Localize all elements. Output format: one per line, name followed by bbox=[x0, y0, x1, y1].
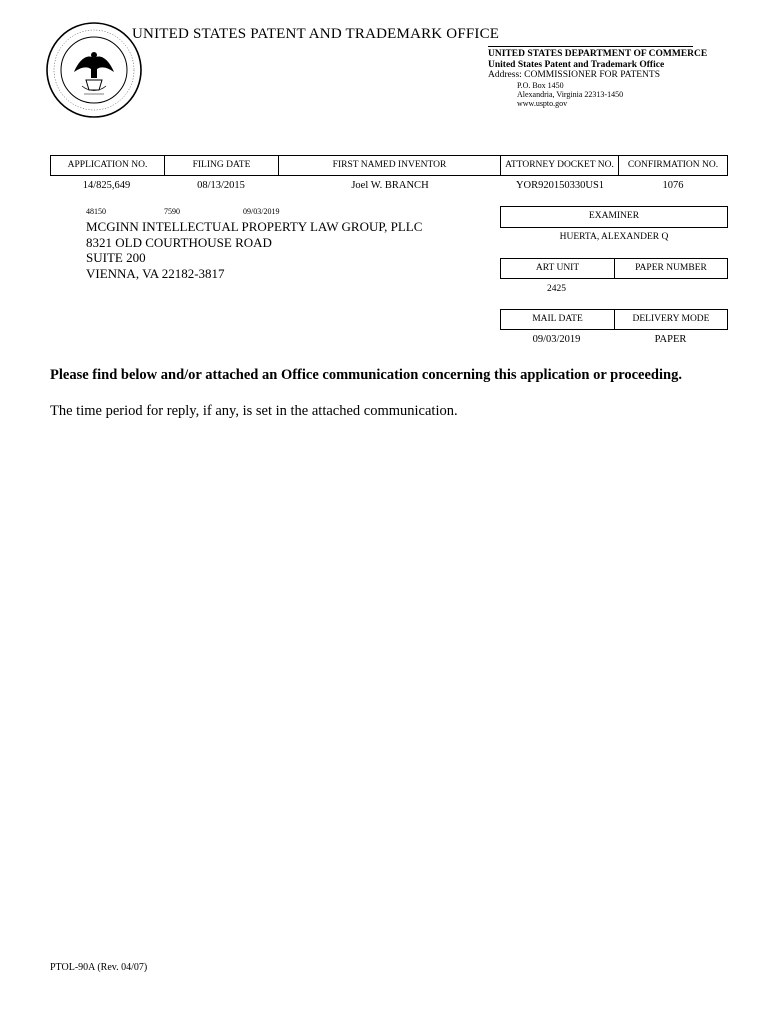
header-paper-number: PAPER NUMBER bbox=[614, 259, 727, 278]
addressee-street: 8321 OLD COURTHOUSE ROAD bbox=[86, 234, 272, 250]
office-address-block bbox=[488, 49, 707, 108]
addressee-name: MCGINN INTELLECTUAL PROPERTY LAW GROUP, PLLC bbox=[86, 219, 423, 234]
header-delivery-mode: DELIVERY MODE bbox=[614, 310, 727, 329]
correspondence-address bbox=[86, 219, 422, 281]
mail-date-header-row bbox=[500, 309, 728, 330]
value-mail-date: 09/03/2019 bbox=[532, 334, 581, 345]
value-attorney-docket-no: YOR920150330US1 bbox=[515, 180, 605, 191]
header-attorney-docket-no: ATTORNEY DOCKET NO. bbox=[500, 156, 618, 175]
art-unit-header-row bbox=[500, 258, 728, 279]
header-confirmation-no: CONFIRMATION NO. bbox=[618, 156, 727, 175]
office-title: UNITED STATES PATENT AND TRADEMARK OFFICE bbox=[132, 26, 500, 42]
correspondence-code: 7590 bbox=[164, 207, 180, 216]
application-header-row bbox=[50, 155, 728, 176]
address-city: Alexandria, Virginia 22313-1450 bbox=[517, 89, 624, 99]
website-link[interactable]: www.uspto.gov bbox=[517, 98, 568, 108]
addressee-suite: SUITE 200 bbox=[86, 250, 146, 265]
address-line bbox=[488, 70, 707, 81]
header-application-no: APPLICATION NO. bbox=[67, 160, 148, 170]
value-confirmation-no: 1076 bbox=[662, 180, 684, 191]
addressee-city: VIENNA, VA 22182-3817 bbox=[86, 265, 225, 281]
reply-period-text: The time period for reply, if any, is set in the attached communication. bbox=[50, 403, 458, 419]
header-first-named-inventor: FIRST NAMED INVENTOR bbox=[278, 156, 500, 175]
value-delivery-mode: PAPER bbox=[654, 334, 687, 345]
header-filing-date: FILING DATE bbox=[164, 156, 278, 175]
office-communication-notice: Please find below and/or attached an Office communication concerning this application or proceeding. bbox=[50, 367, 682, 383]
customer-number: 48150 bbox=[86, 207, 106, 216]
form-number: PTOL-90A (Rev. 04/07) bbox=[50, 962, 148, 973]
value-art-unit: 2425 bbox=[547, 284, 566, 294]
uspto-seal-logo bbox=[44, 20, 144, 120]
address-label: Address: bbox=[488, 70, 522, 80]
po-box: P.O. Box 1450 bbox=[517, 80, 564, 90]
office-name: United States Patent and Trademark Office bbox=[488, 59, 665, 70]
value-first-named-inventor: Joel W. BRANCH bbox=[351, 180, 429, 191]
address-commissioner: COMMISSIONER FOR PATENTS bbox=[524, 70, 661, 80]
examiner-name: HUERTA, ALEXANDER Q bbox=[559, 232, 669, 242]
header-mail-date: MAIL DATE bbox=[532, 314, 583, 324]
header-art-unit: ART UNIT bbox=[535, 263, 580, 273]
examiner-header: EXAMINER bbox=[500, 206, 728, 228]
office-title-rule bbox=[488, 46, 693, 47]
value-filing-date: 08/13/2015 bbox=[197, 180, 245, 191]
correspondence-date: 09/03/2019 bbox=[243, 207, 280, 216]
department-name: UNITED STATES DEPARTMENT OF COMMERCE bbox=[488, 49, 708, 59]
value-application-no: 14/825,649 bbox=[82, 180, 131, 191]
